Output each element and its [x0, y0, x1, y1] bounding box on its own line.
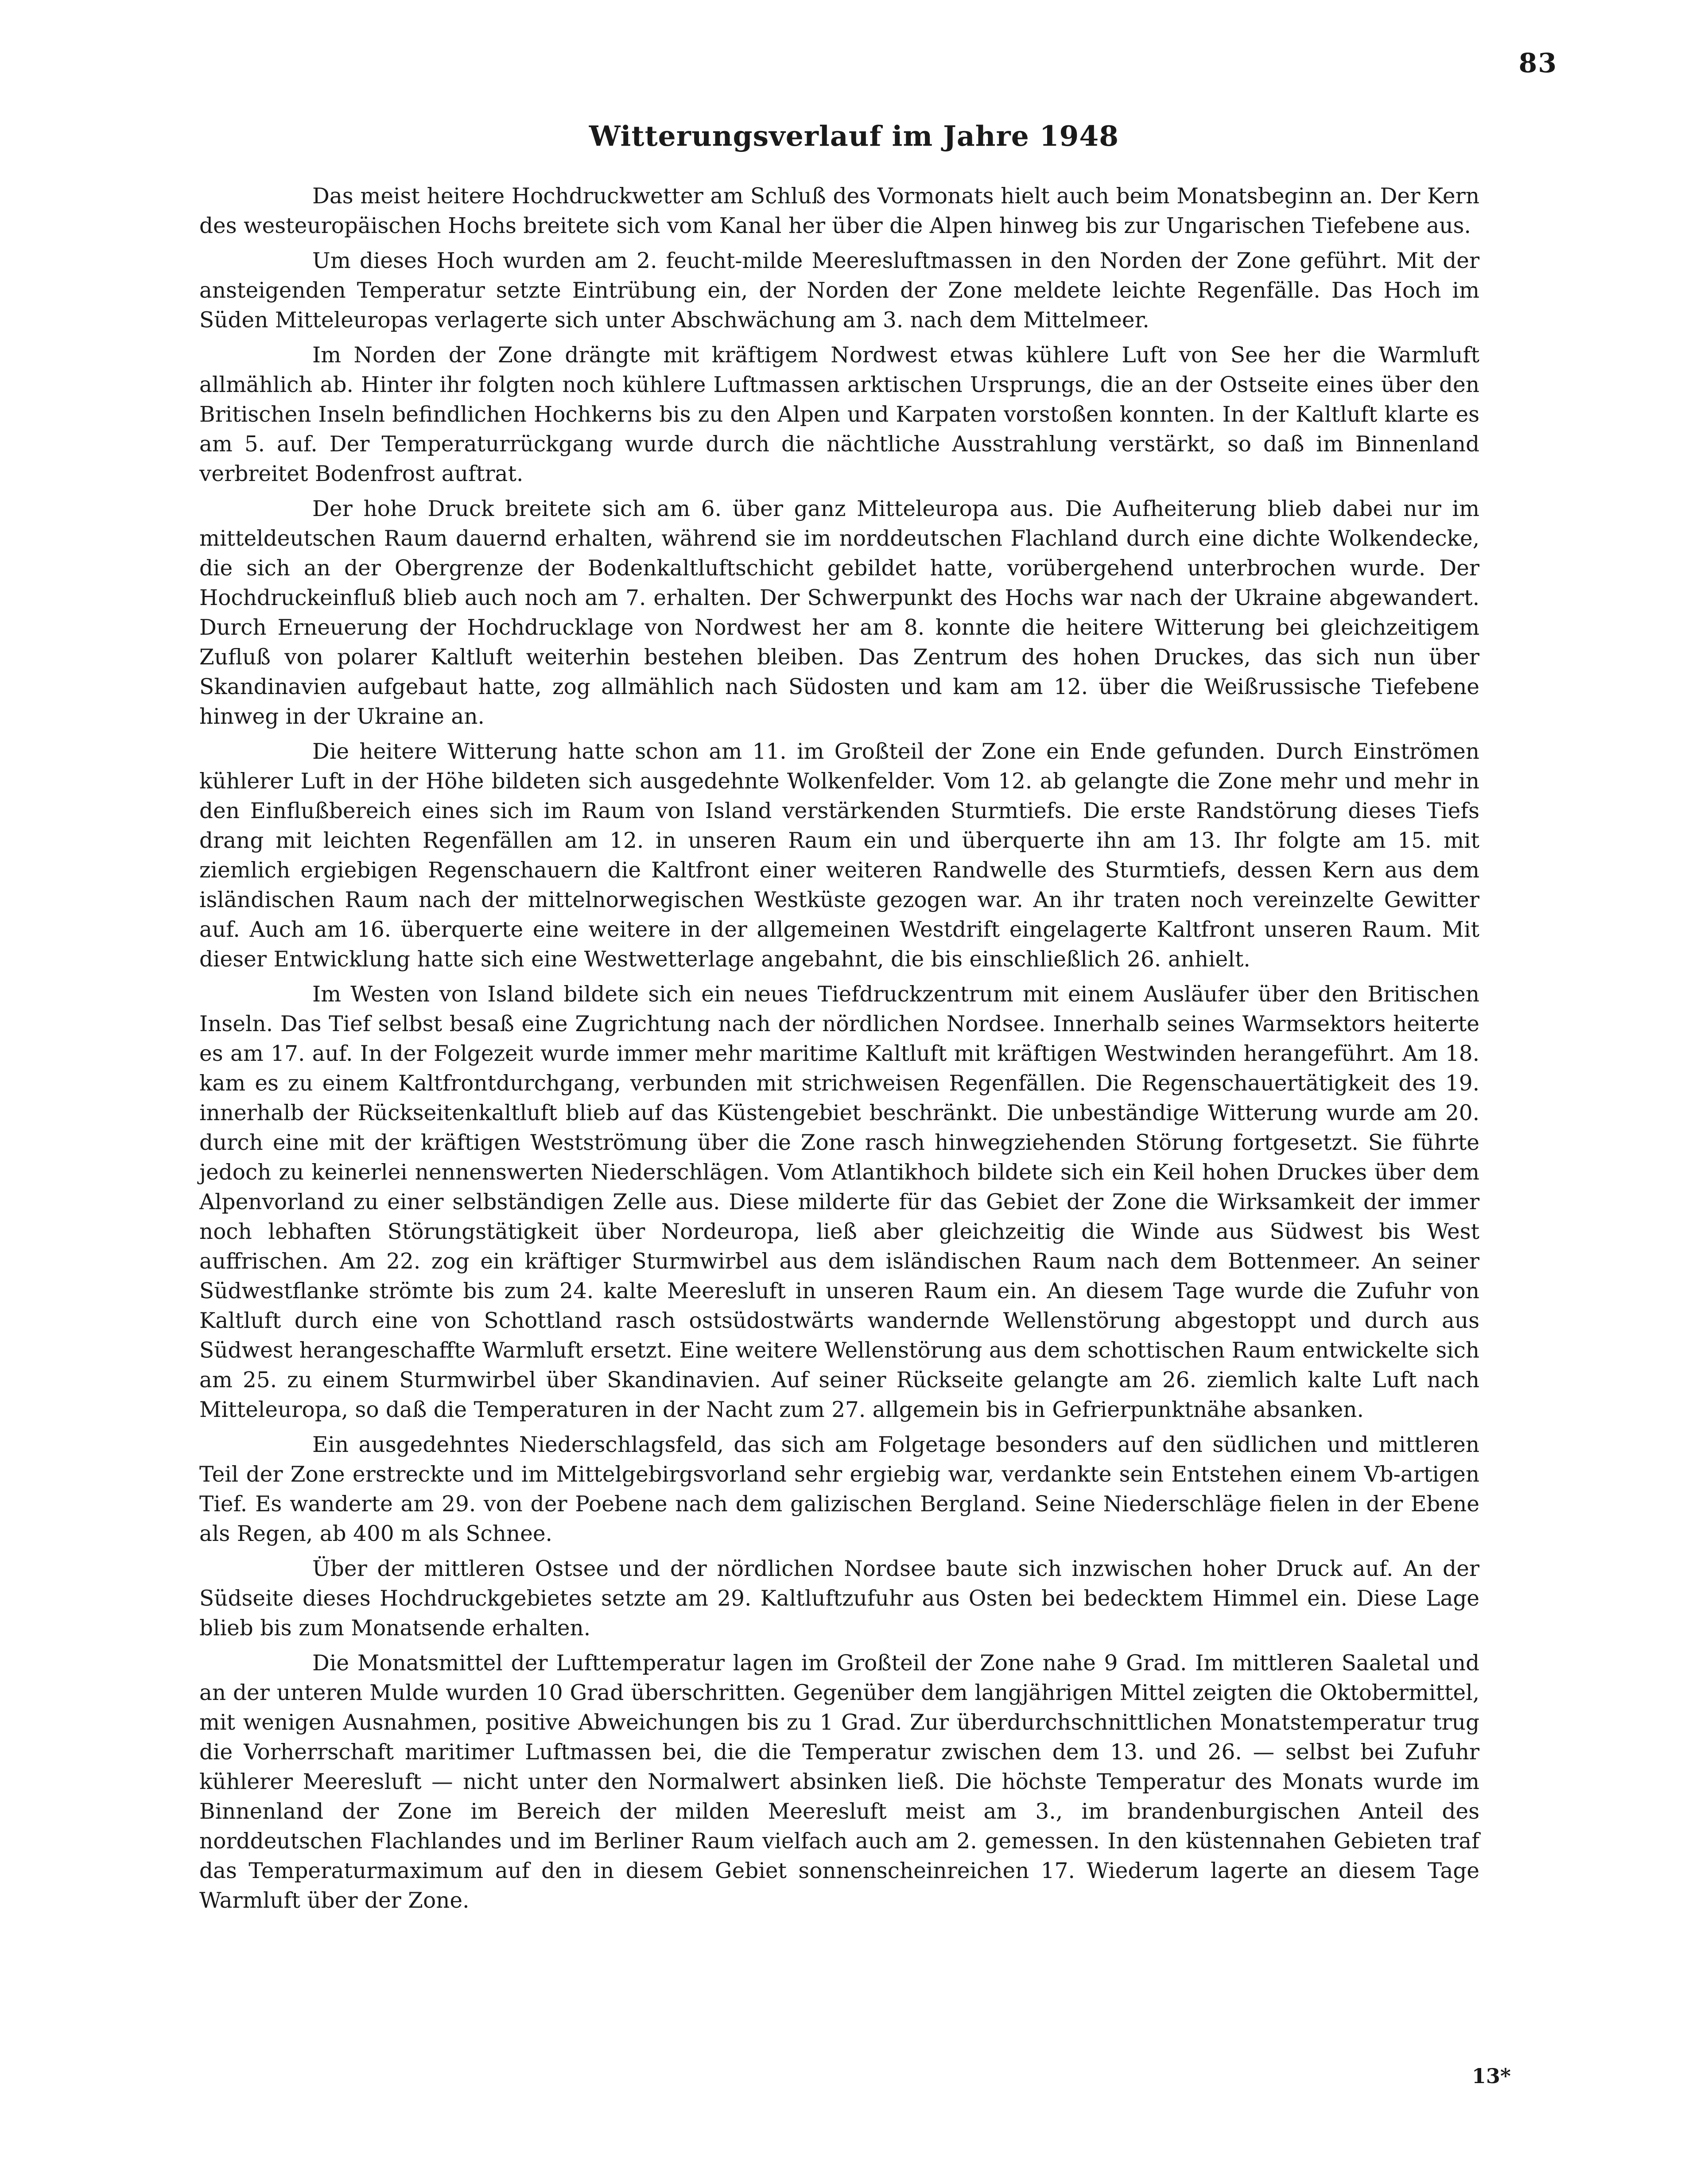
- paragraph: Ein ausgedehntes Niederschlagsfeld, das sich am Folgetage besonders auf den südlichen und mittleren Teil der Zone erstreckte und im Mittelgebirgsvorland sehr ergiebig war, verdankte sein Entstehen einem Vb-artigen Tief. Es wanderte am 29. von der Poebene nach dem galizischen Bergland. Seine Niederschläge fielen in der Ebene als Regen, ab 400 m als Schnee.: [199, 1432, 1479, 1546]
- page-number: 83: [1518, 48, 1557, 79]
- body-text: [199, 182, 1479, 1921]
- page-title: Witterungsverlauf im Jahre 1948: [589, 120, 1119, 152]
- signature-mark: 13*: [1471, 2064, 1511, 2088]
- paragraph: Die heitere Witterung hatte schon am 11. im Großteil der Zone ein Ende gefunden. Durch Einströmen kühlerer Luft in der Höhe bildeten sich ausgedehnte Wolkenfelder. Vom 12. ab gelangte die Zone mehr und mehr in den Einflußbereich eines sich im Raum von Island verstärkenden Sturmtiefs. Die erste Randstörung dieses Tiefs drang mit leichten Regenfällen am 12. in unseren Raum ein und überquerte ihn am 13. Ihr folgte am 15. mit ziemlich ergiebigen Regenschauern die Kaltfront einer weiteren Randwelle des Sturmtiefs, dessen Kern aus dem isländischen Raum nach der mittelnorwegischen Westküste gezogen war. An ihr traten noch vereinzelte Gewitter auf. Auch am 16. überquerte eine weitere in der allgemeinen Westdrift eingelagerte Kaltfront unseren Raum. Mit dieser Entwicklung hatte sich eine Westwetterlage angebahnt, die bis einschließlich 26. anhielt.: [199, 739, 1479, 972]
- paragraph: Über der mittleren Ostsee und der nördlichen Nordsee baute sich inzwischen hoher Druck auf. An der Südseite dieses Hochdruckgebietes setzte am 29. Kaltluftzufuhr aus Osten bei bedecktem Himmel ein. Diese Lage blieb bis zum Monatsende erhalten.: [199, 1556, 1479, 1641]
- paragraph: Im Norden der Zone drängte mit kräftigem Nordwest etwas kühlere Luft von See her die Warmluft allmählich ab. Hinter ihr folgten noch kühlere Luftmassen arktischen Ursprungs, die an der Ostseite eines über den Britischen Inseln befindlichen Hochkerns bis zu den Alpen und Karpaten vorstoßen konnten. In der Kaltluft klarte es am 5. auf. Der Temperaturrückgang wurde durch die nächtliche Ausstrahlung verstärkt, so daß im Binnenland verbreitet Bodenfrost auftrat.: [199, 343, 1479, 486]
- paragraph: Im Westen von Island bildete sich ein neues Tiefdruckzentrum mit einem Ausläufer über den Britischen Inseln. Das Tief selbst besaß eine Zugrichtung nach der nördlichen Nordsee. Innerhalb seines Warmsektors heiterte es am 17. auf. In der Folgezeit wurde immer mehr maritime Kaltluft mit kräftigen Westwinden herangeführt. Am 18. kam es zu einem Kaltfrontdurchgang, verbunden mit strichweisen Regenfällen. Die Regenschauertätigkeit des 19. innerhalb der Rückseitenkaltluft blieb auf das Küstengebiet beschränkt. Die unbeständige Witterung wurde am 20. durch eine mit der kräftigen Westströmung über die Zone rasch hinwegziehenden Störung fortgesetzt. Sie führte jedoch zu keinerlei nennenswerten Niederschlägen. Vom Atlantikhoch bildete sich ein Keil hohen Druckes über dem Alpenvorland zu einer selbständigen Zelle aus. Diese milderte für das Gebiet der Zone die Wirksamkeit der immer noch lebhaften Störungstätigkeit über Nordeuropa, ließ aber gleichzeitig die Winde aus Südwest bis West auffrischen. Am 22. zog ein kräftiger Sturmwirbel aus dem isländischen Raum nach dem Bottenmeer. An seiner Südwestflanke strömte bis zum 24. kalte Meeresluft in unseren Raum ein. An diesem Tage wurde die Zufuhr von Kaltluft durch eine von Schottland rasch ostsüdostwärts wandernde Wellenstörung abgestoppt und durch aus Südwest herangeschaffte Warmluft ersetzt. Eine weitere Wellenstörung aus dem schottischen Raum entwickelte sich am 25. zu einem Sturmwirbel über Skandinavien. Auf seiner Rückseite gelangte am 26. ziemlich kalte Luft nach Mitteleuropa, so daß die Temperaturen in der Nacht zum 27. allgemein bis in Gefrierpunktnähe absanken.: [199, 982, 1479, 1422]
- paragraph: Der hohe Druck breitete sich am 6. über ganz Mitteleuropa aus. Die Aufheiterung blieb dabei nur im mitteldeutschen Raum dauernd erhalten, während sie im norddeutschen Flachland durch eine dichte Wolkendecke, die sich an der Obergrenze der Bodenkaltluftschicht gebildet hatte, vorübergehend unterbrochen wurde. Der Hochdruckeinfluß blieb auch noch am 7. erhalten. Der Schwerpunkt des Hochs war nach der Ukraine abgewandert. Durch Erneuerung der Hochdrucklage von Nordwest her am 8. konnte die heitere Witterung bei gleichzeitigem Zufluß von polarer Kaltluft weiterhin bestehen bleiben. Das Zentrum des hohen Druckes, das sich nun über Skandinavien aufgebaut hatte, zog allmählich nach Südosten und kam am 12. über die Weißrussische Tiefebene hinweg in der Ukraine an.: [199, 497, 1479, 729]
- paragraph: Die Monatsmittel der Lufttemperatur lagen im Großteil der Zone nahe 9 Grad. Im mittleren Saaletal und an der unteren Mulde wurden 10 Grad überschritten. Gegenüber dem langjährigen Mittel zeigten die Oktobermittel, mit wenigen Ausnahmen, positive Abweichungen bis zu 1 Grad. Zur überdurchschnittlichen Monatstemperatur trug die Vorherrschaft maritimer Luftmassen bei, die die Temperatur zwischen dem 13. und 26. — selbst bei Zufuhr kühlerer Meeresluft — nicht unter den Normalwert absinken ließ. Die höchste Temperatur des Monats wurde im Binnenland der Zone im Bereich der milden Meeresluft meist am 3., im brandenburgischen Anteil des norddeutschen Flachlandes und im Berliner Raum vielfach auch am 2. gemessen. In den küstennahen Gebieten traf das Temperaturmaximum auf den in diesem Gebiet sonnenscheinreichen 17. Wiederum lagerte an diesem Tage Warmluft über der Zone.: [199, 1651, 1479, 1913]
- paragraph: Um dieses Hoch wurden am 2. feucht-milde Meeresluftmassen in den Norden der Zone geführt. Mit der ansteigenden Temperatur setzte Eintrübung ein, der Norden der Zone meldete leichte Regenfälle. Das Hoch im Süden Mitteleuropas verlagerte sich unter Abschwächung am 3. nach dem Mittelmeer.: [199, 248, 1479, 333]
- paragraph: Das meist heitere Hochdruckwetter am Schluß des Vormonats hielt auch beim Monatsbeginn an. Der Kern des westeuropäischen Hochs breitete sich vom Kanal her über die Alpen hinweg bis zur Ungarischen Tiefebene aus.: [199, 184, 1479, 238]
